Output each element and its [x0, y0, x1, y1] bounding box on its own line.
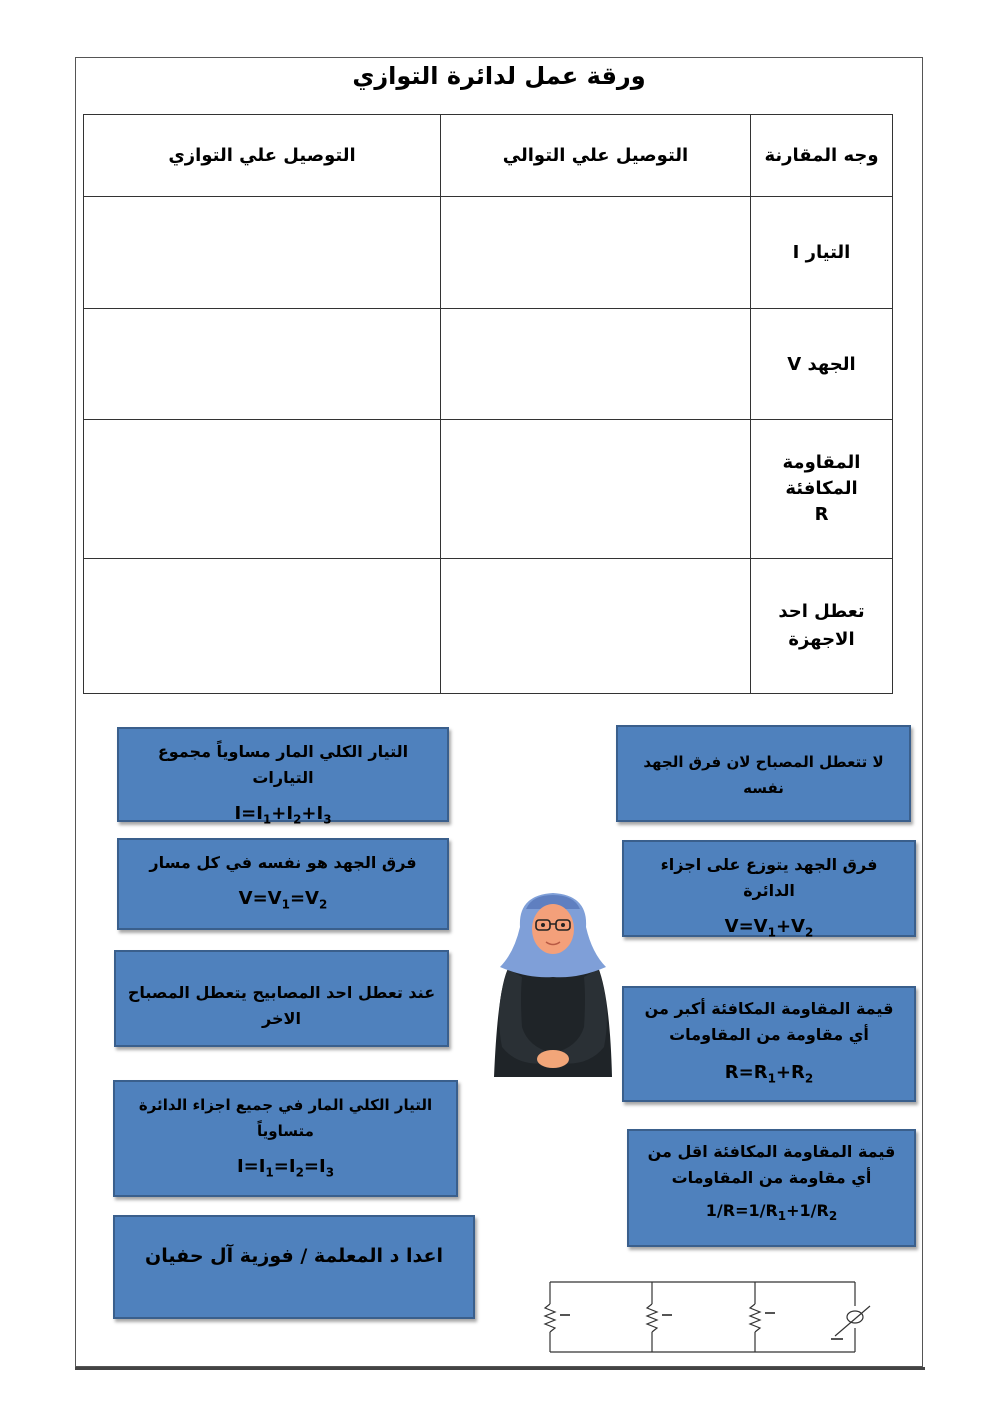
answer-cell-parallel[interactable]: [84, 559, 441, 694]
card-text: قيمة المقاومة المكافئة أكبر من أي مقاومة من المقاومات: [644, 999, 894, 1044]
row-label: [751, 420, 893, 559]
row-label-text: المقاومة المكافئة R: [782, 452, 861, 525]
teacher-illustration: [488, 887, 618, 1087]
card-voltage-same[interactable]: [117, 838, 449, 930]
card-equation: $R=R_1+R_2$: [724, 1062, 814, 1086]
card-current-sum[interactable]: [117, 727, 449, 827]
card-text: لا تتعطل المصباح لان فرق الجهد نفسه: [643, 753, 884, 797]
table-header-row: [84, 115, 893, 197]
card-text: التيار الكلي المار مساوياً مجموع التيارات: [157, 742, 409, 787]
card-one-fails[interactable]: [114, 950, 449, 1047]
answer-cell-parallel[interactable]: [84, 420, 441, 559]
card-resistance-less[interactable]: [627, 1129, 916, 1247]
header-parallel: التوصيل علي التوازي: [84, 115, 441, 197]
card-text: فرق الجهد هو نفسه في كل مسار: [149, 853, 417, 872]
table-row: [84, 420, 893, 559]
card-equation: $V=V_1=V_2$: [238, 888, 328, 912]
card-text: عند تعطل احد المصابيح يتعطل المصباح الاخر: [127, 983, 436, 1028]
table-row: [84, 309, 893, 420]
card-text: قيمة المقاومة المكافئة اقل من أي مقاومة من المقاومات: [647, 1142, 896, 1187]
worksheet-title: ورقة عمل لدائرة التوازي: [352, 62, 646, 90]
row-label: التيار I: [751, 197, 893, 309]
answer-cell-series[interactable]: [441, 309, 751, 420]
answer-cell-parallel[interactable]: [84, 309, 441, 420]
card-resistance-greater[interactable]: [622, 986, 916, 1102]
card-equation: $V=V_1+V_2$: [724, 916, 814, 940]
table-row: [84, 197, 893, 309]
header-comparison-aspect: وجه المقارنة: [751, 115, 893, 197]
card-text: التيار الكلي المار في جميع اجزاء الدائرة متساوياً: [138, 1096, 433, 1140]
card-current-equal[interactable]: [113, 1080, 458, 1197]
answer-cell-parallel[interactable]: [84, 197, 441, 309]
card-equation: $1/R=1/R_1+1/R_2$: [705, 1201, 838, 1224]
answer-cell-series[interactable]: [441, 197, 751, 309]
answer-cell-series[interactable]: [441, 420, 751, 559]
row-label: [751, 559, 893, 694]
page-bottom-rule: [75, 1367, 925, 1370]
comparison-table: [83, 114, 893, 694]
author-text: اعدا د المعلمة / فوزية آل حفيان: [145, 1245, 443, 1267]
card-text: فرق الجهد يتوزع على اجزاء الدائرة: [660, 855, 878, 900]
card-author: [113, 1215, 475, 1319]
row-label: الجهد V: [751, 309, 893, 420]
header-series: التوصيل علي التوالي: [441, 115, 751, 197]
row-label-text: تعطل احد الاجهزة: [778, 601, 865, 650]
answer-cell-series[interactable]: [441, 559, 751, 694]
card-voltage-divided[interactable]: [622, 840, 916, 940]
table-row: [84, 559, 893, 694]
parallel-circuit-diagram: [535, 1278, 880, 1358]
card-no-fail[interactable]: [616, 725, 911, 822]
card-equation: $I=I_1+I_2+I_3$: [234, 803, 332, 827]
card-equation: $I=I_1=I_2=I_3$: [236, 1156, 335, 1180]
